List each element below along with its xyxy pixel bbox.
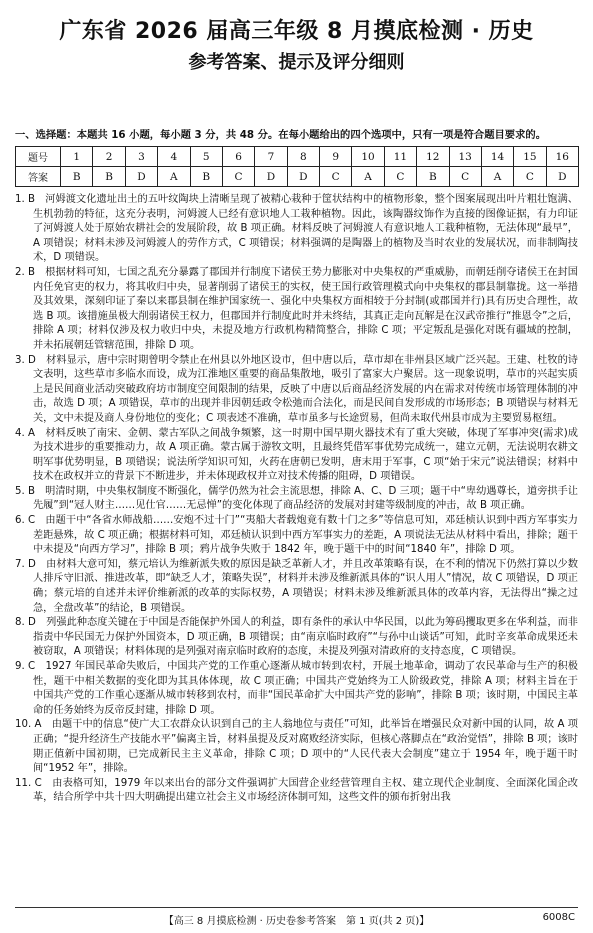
question-number: 8 (287, 147, 319, 167)
answer-cell: A (158, 167, 190, 187)
row-label-answer: 答案 (16, 167, 61, 187)
answer-cell: C (320, 167, 352, 187)
explanation-item: 5. B 明清时期，中央集权制度不断强化，儒学仍然为社会主流思想，排除 A、C、D 三项；题干中“卑幼遇尊长，道旁拱手让先履”到“冠人财主……见仕官……无忌惮”的变化体现了商品经济的发展对封建等级制度的冲击，故 B 项正确。 (15, 485, 578, 512)
answer-cell: B (417, 167, 449, 187)
answer-cell: A (481, 167, 513, 187)
row-label-number: 题号 (16, 147, 61, 167)
answer-key-table (15, 146, 579, 187)
question-number: 3 (125, 147, 157, 167)
question-number: 14 (481, 147, 513, 167)
answer-cell: A (352, 167, 384, 187)
explanation-item: 2. B 根据材料可知，七国之乱充分暴露了郡国并行制度下诸侯王势力膨胀对中央集权的严重威胁，而朝廷削夺诸侯王在封国内任免官吏的权力，将其收归中央，显著削弱了诸侯王的实权，使王国行政管理模式向中央集权的郡县制靠拢。这一举措及其效果，深刻印证了秦以来郡县制在维护国家统一、强化中央集权方面相较于分封制(或郡国并行)具有历史合理性，故选 B 项。该措施虽极大削弱诸侯王权力，但郡国并行制度此时并未终结，其真正走向瓦解是在汉武帝推行“推恩令”之后，排除 A 项；材料仅涉及权力收归中央，未提及地方行政机构精简整合，排除 C 项；平定叛乱是强化对既有疆域的控制，并未拓展朝廷管辖范围，排除 D 项。 (15, 266, 578, 351)
page-footer: 【高三 8 月摸底检测 · 历史卷参考答案 第 1 页(共 2 页)】 (163, 916, 430, 927)
explanation-item: 10. A 由题干中的信息“使广大工农群众认识到自己的主人翁地位与责任”可知，此举旨在增强民众对新中国的认同，故 A 项正确；“提升经济生产技能水平”偏离主旨，材料虽提及反对腐败经济实际，但核心落脚点在“政治觉悟”，排除 B 项；该时期正值新中国初期，已完成新民主主义革命，排除 C 项；D 项中的“人民代表大会制度”建立于 1954 年，晚于题干时间“1952 年”，排除。 (15, 719, 578, 775)
question-number: 10 (352, 147, 384, 167)
explanation-item: 6. C 由题干中“各省水师战船……安炮不过十门”“夷船大者载炮竟有数十门之多”等信息可知，邓廷桢认识到中西方军事实力差距悬殊，故 C 项正确；根据材料可知，邓廷桢认识到中西方军事实力的差距，A 项说法无法从材料中看出，排除；题干中未提及“向西方学习”，排除 B 项；鸦片战争失败于 1842 年，晚于题干中的时间“1840 年”，排除 D 项。 (15, 515, 578, 556)
question-number: 6 (222, 147, 254, 167)
explanation-item: 8. D 列强此种态度关键在于中国是否能保护外国人的利益，即有条件的承认中华民国，以此为筹码攫取更多在华利益，而非指责中华民国无力保护外国资本，D 项正确，B 项错误；由“南京临时政府”“与孙中山谈话”可知，此时辛亥革命成果还未被窃取，A 项错误；材料体现的是列强对南京临时政府的态度，未提及列强对清政府的支持态度，C 项错误。 (15, 617, 578, 658)
question-number: 4 (158, 147, 190, 167)
answer-cell: C (449, 167, 481, 187)
page-title: 广东省 2026 届高三年级 8 月摸底检测 · 历史 (59, 19, 534, 44)
answer-cell: D (125, 167, 157, 187)
question-number: 16 (546, 147, 578, 167)
question-number: 2 (93, 147, 125, 167)
answer-cell: C (384, 167, 416, 187)
explanation-item: 1. B 河姆渡文化遗址出土的五叶纹陶块上清晰呈现了被精心栽种于筐状结构中的植物形象，整个图案展现出叶片粗壮饱满、生机勃勃的特征，这充分表明，河姆渡人已经有意识地人工栽种植物。因此，该陶器纹饰作为直接的图像证据，有力印证了河姆渡人处于原始农耕社会的发展阶段，故 B 项正确。材料反映了河姆渡人有意识地人工栽种植物，无法体现“最早”，A 项错误；材料未涉及河姆渡人的劳作方式，C 项错误；材料强调的是陶器上的植物及当时农业的发展状况，而非制陶技术，D 项错误。 (15, 194, 578, 264)
answer-explanations (15, 193, 578, 806)
question-number: 15 (514, 147, 546, 167)
explanation-item: 9. C 1927 年国民革命失败后，中国共产党的工作重心逐渐从城市转到农村，开展土地革命，调动了农民革命与生产的积极性，题干中相关数据的变化即为其具体体现，故 C 项正确；中国共产党始终为工人阶级政党，排除 A 项；材料主旨在于中国共产党的工作重心逐渐从城市转移到农村，而非“国民革命扩大中国共产党的影响”，排除 B 项；该时期，中国民主革命的任务始终为反帝反封建，排除 D 项。 (15, 661, 578, 716)
answer-cell: D (546, 167, 578, 187)
explanation-item: 4. A 材料反映了南宋、金朝、蒙古军队之间战争频繁，这一时期中国早期火器技术有了重大突破，体现了军事冲突(需求)成为技术进步的重要推动力，故 A 项正确。蒙古属于游牧文明，且最终凭借军事优势完成统一，建立元朝，无法说明农耕文明军事优势明显，B 项错误；说法所学知识可知，火药在唐朝已发明，唐末用于军事，C 项“始于宋元”说法错误；材料中技术在政权并立的背景下不断进步，并未体现政权并立对技术传播的阻碍，D 项错误。 (15, 427, 578, 483)
answer-table-number-row (16, 147, 579, 167)
answer-cell: B (190, 167, 222, 187)
question-number: 9 (320, 147, 352, 167)
answer-cell: B (61, 167, 93, 187)
question-number: 7 (255, 147, 287, 167)
question-number: 12 (417, 147, 449, 167)
answer-cell: D (287, 167, 319, 187)
explanation-item: 3. D 材料显示，唐中宗时期曾明令禁止在州县以外地区设市，但中唐以后，草市却在非州县区域广泛兴起。王建、杜牧的诗文表明，这些草市多临水而设，成为江淮地区重要的商品集散地，吸引了富家大户聚居。这一现象说明，草市的兴起实质上是民间商业活动突破政府坊市制度空间限制的结果，反映了中唐以后商品经济发展的内在需求对传统市场管理体制的冲击，故选 D 项；A 项错误，草市的出现并非因朝廷政令松弛而合法化，而是民间自发形成的市场形态；B 项错误与材料无关，文中未提及商人身份地位的变化；C 项表述不准确，草市虽多与长途贸易，但尚未取代州县市成为主要贸易枢纽。 (15, 354, 578, 424)
question-number: 5 (190, 147, 222, 167)
explanation-item: 11. C 由表格可知，1979 年以来出台的部分文件强调扩大国营企业经营管理自主权、建立现代企业制度、全面深化国企改革，结合所学中共十四大明确提出建立社会主义市场经济体制可知，这些文件的颁布折射出我 (15, 777, 578, 804)
explanation-item: 7. D 由材料大意可知，蔡元培认为维新派失败的原因是缺乏革新人才，并且改革策略有误，在不利的情况下仍然打算以少数人排斥守旧派、推进改革，即“缺乏人才，策略失误”，材料并未涉及维新派具体的“识人用人”情况，故 C 项错误，D 项正确；蔡元培的自述并未评价维新派的改革的实际权势，A 项错误；材料未涉及维新派具体的改革内容，无法得出“操之过急，全盘改革”的结论，B 项错误。 (15, 558, 578, 614)
question-number: 1 (61, 147, 93, 167)
footer-divider (15, 907, 578, 908)
answer-cell: C (514, 167, 546, 187)
answer-cell: B (93, 167, 125, 187)
question-number: 11 (384, 147, 416, 167)
page-subtitle: 参考答案、提示及评分细则 (188, 52, 405, 73)
question-number: 13 (449, 147, 481, 167)
section-instruction: 一、选择题：本题共 16 小题，每小题 3 分，共 48 分。在每小题给出的四个选项中，只有一项是符合题目要求的。 (15, 129, 546, 141)
answer-table-answer-row (16, 167, 579, 187)
answer-cell: C (222, 167, 254, 187)
answer-cell: D (255, 167, 287, 187)
document-code: 6008C (542, 912, 575, 923)
